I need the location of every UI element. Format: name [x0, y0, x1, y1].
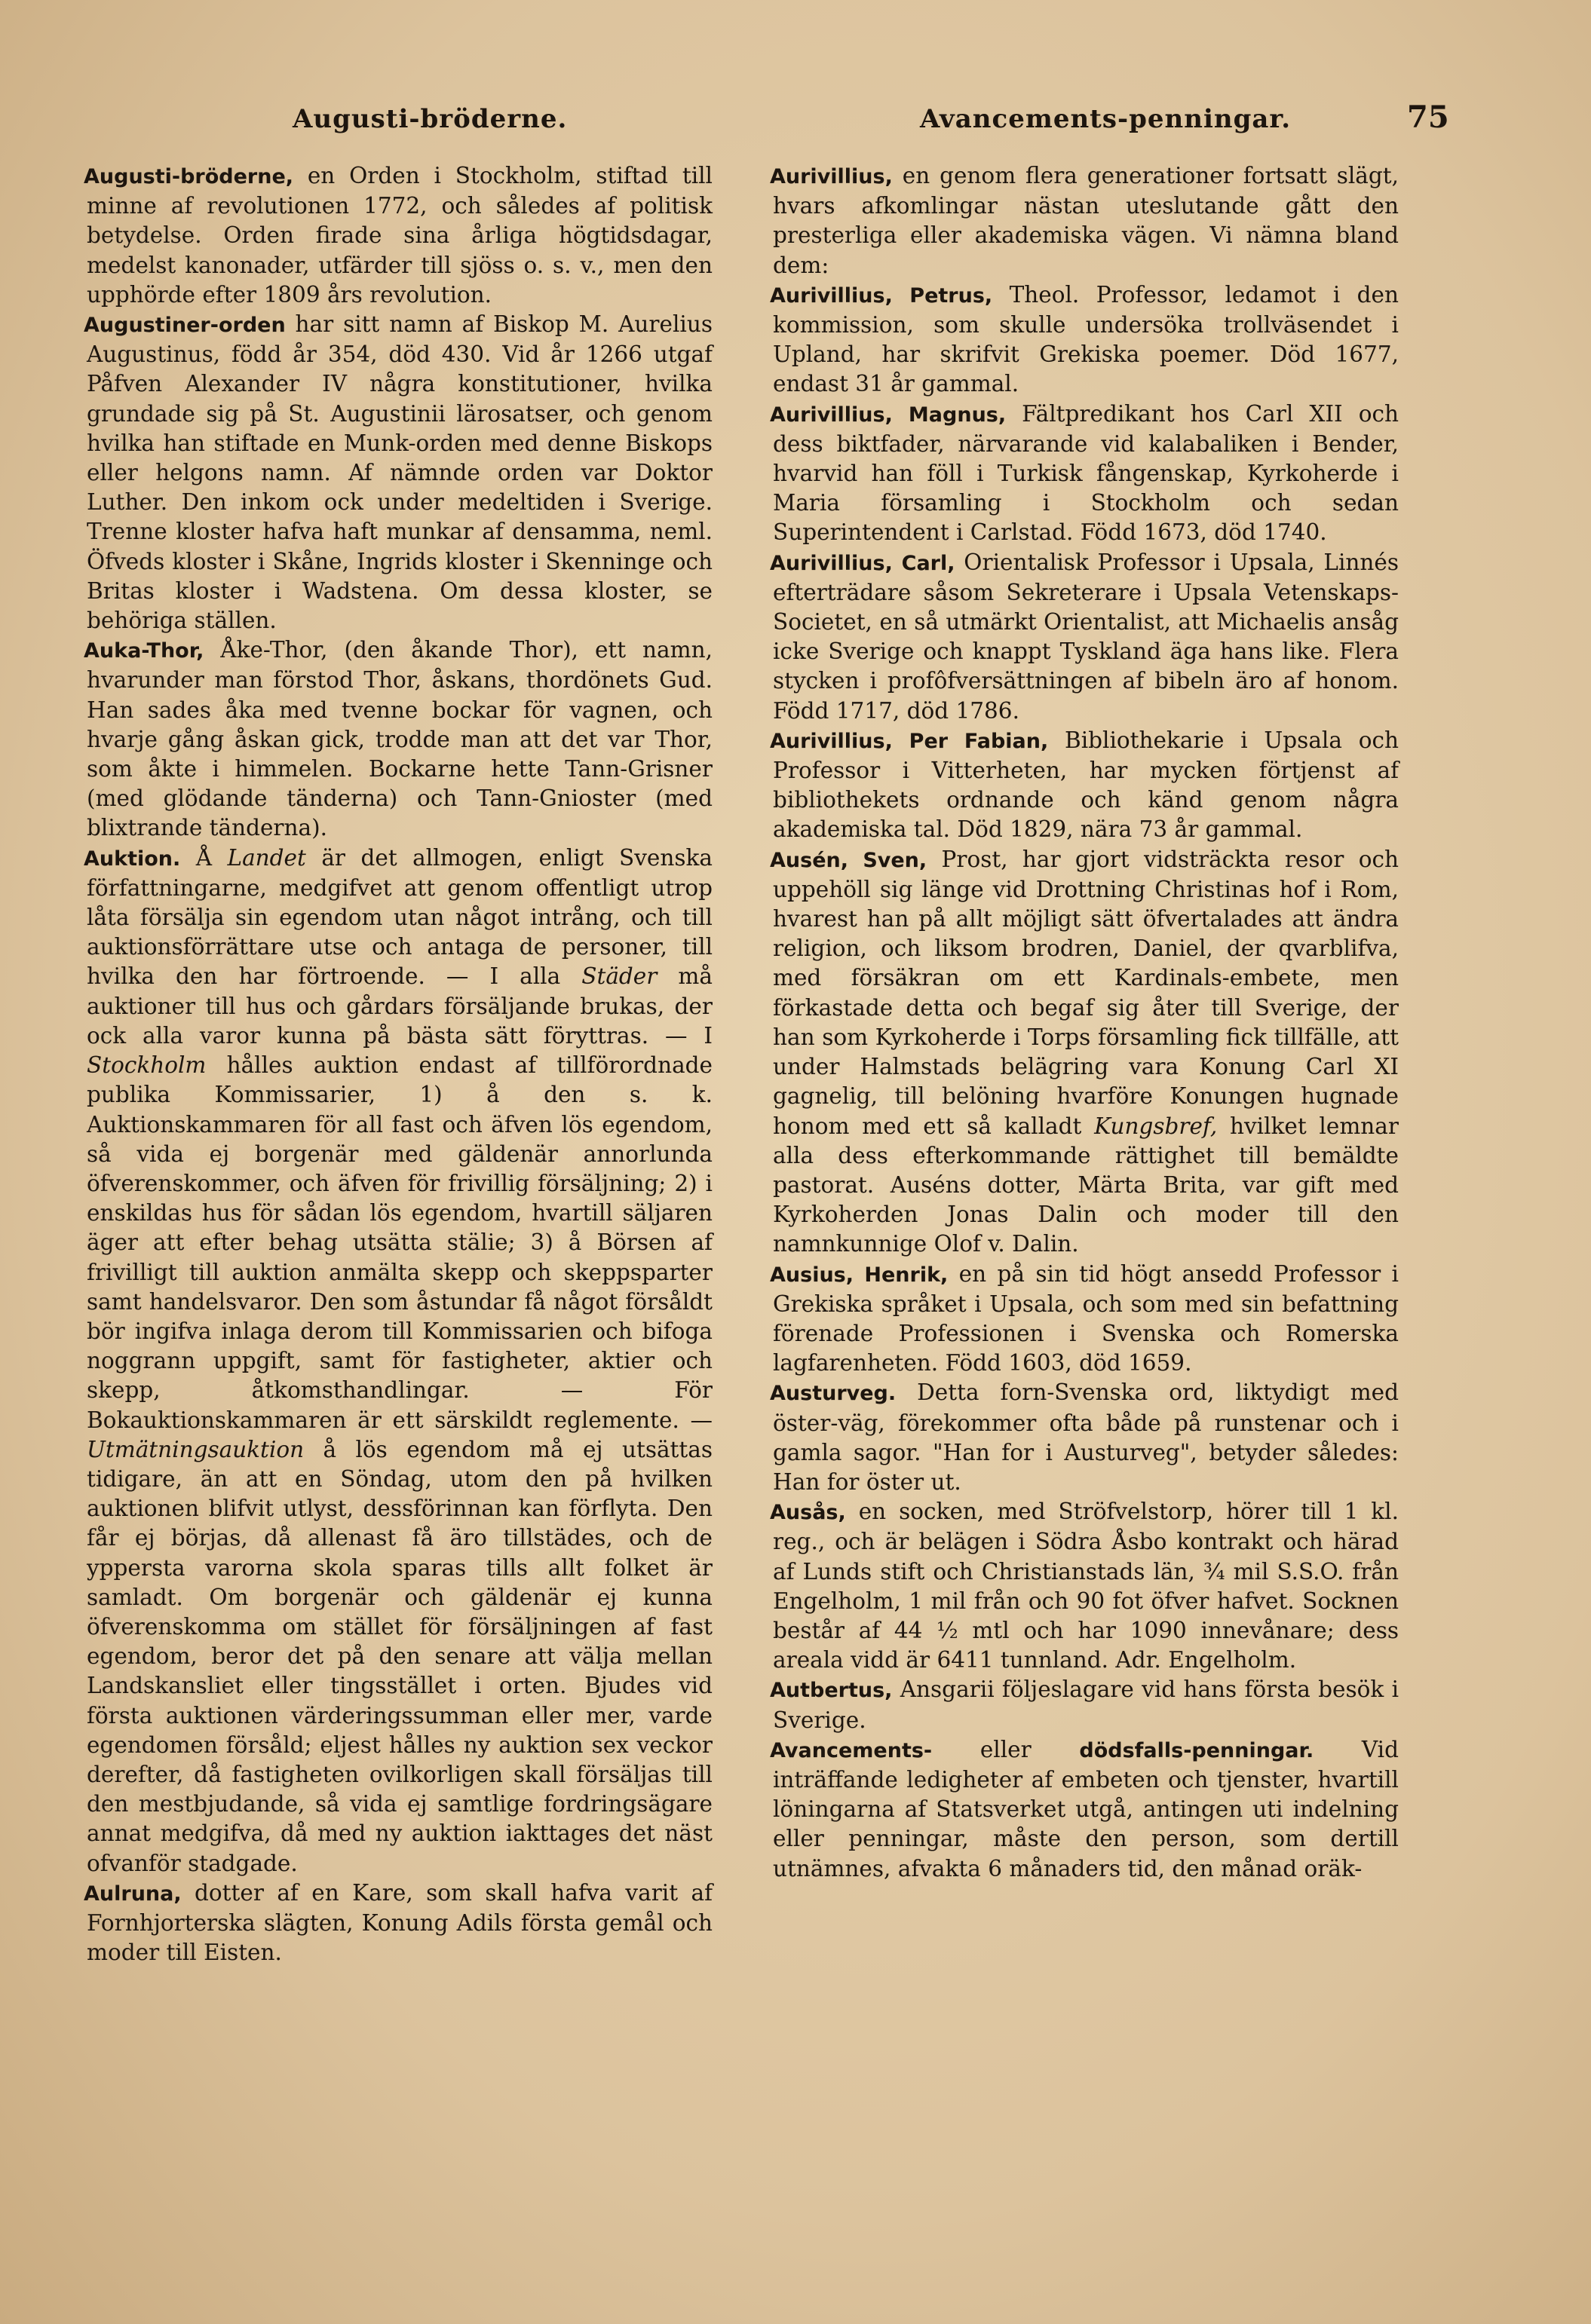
entry-italic: Landet: [227, 844, 306, 871]
entry-text: en genom flera generationer fortsatt slägt, hvars afkomlingar nästan uteslutande gått den presterliga eller akademiska vägen. Vi nämna bland dem:: [773, 163, 1399, 278]
headword: Ausén, Sven,: [770, 848, 927, 872]
entry-ausas: [770, 1497, 1399, 1675]
entry-text: Vid inträffande ledigheter af embeten och tjenster, hvartill löningarna af Statsverket utgå, antingen uti indelning eller penningar, måste den person, som dertill utnämnes, afvakta 6 månaders tid, den månad oräk-: [773, 1736, 1399, 1882]
headword: Austurveg.: [770, 1382, 897, 1406]
entry-ausius-henrik: [770, 1260, 1399, 1379]
entry-text: Prost, har gjort vidsträckta resor och uppehöll sig länge vid Drottning Christinas hof i Rom, hvarest han på allt möjligt sätt öfvertalades att ändra religion, och liksom brodren, Daniel, der qvarblifva, med försäkran om ett Kardinals-embete, men förkastade detta och begaf sig åter till Sverige, der han som Kyrkoherde i Torps församling fick tillfälle, att under Halmstads belägring vara Konung Carl XI gagnelig, till belöning hvarföre Konungen hugnade honom med ett så kalladt: [773, 846, 1399, 1139]
entry-text: å lös egendom må ej utsättas tidigare, än att en Söndag, utom den på hvilken auktionen blifvit utlyst, dessförinnan kan förflyta. Den får ej börjas, då allenast få äro tillstädes, och de yppersta varorna skola sparas tills allt folket är samladt. Om borgenär och gäldenär ej kunna öfverenskomma om stället för försäljningen af fast egendom, beror det på den senare att välja mellan Landskansliet eller tingsstället i orten. Bjudes vid första auktionen värderingssumman eller mer, varde egendomen försåld; eljest hålles ny auktion sex veckor derefter, då fastigheten ovilkorligen skall försäljas till den mestbjudande, så vida ej samtlige fordringsägare annat medgifva, då med ny auktion iakttages det näst ofvanför stadgade.: [87, 1436, 713, 1876]
entry-augusti-broderne: [84, 161, 713, 310]
entry-text: Åke-Thor, (den åkande Thor), ett namn, hvarunder man förstod Thor, åskans, thordönets Gud. Han sades åka med tvenne bockar för vagnen, och hvarje gång åskan gick, trodde man att det var Thor, som åkte i himmelen. Bockarne hette Tann-Grisner (med glödande tänderna) och Tann-Gnioster (med blixtrande tänderna).: [87, 637, 713, 841]
entry-italic: Utmätningsauktion: [87, 1436, 305, 1462]
entry-text: har sitt namn af Biskop M. Aurelius Augustinus, född år 354, död 430. Vid år 1266 utgaf Påfven Alexander IV några konstitutioner, hvilka grundade sig på St. Augustinii lärosatser, och genom hvilka han stiftade en Munk-orden med denne Biskops eller helgons namn. Af nämnde orden var Doktor Luther. Den inkom ock under medeltiden i Sverige. Trenne kloster hafva haft munkar af densamma, neml. Öfveds kloster i Skåne, Ingrids kloster i Skenninge och Britas kloster i Wadstena. Om dessa kloster, se behöriga ställen.: [87, 311, 713, 634]
entry-text: eller: [932, 1736, 1080, 1762]
headword: Aurivillius, Magnus,: [770, 403, 1007, 427]
entry-text: Orientalisk Professor i Upsala, Linnés efterträdare såsom Sekreterare i Upsala Vetenskaps-Societet, en så utmärkt Orientalist, att Michaelis ansåg icke Sverige och knappt Tyskland äga hans like. Flera stycken i profôfversättningen af bibeln äro af honom. Född 1717, död 1786.: [773, 549, 1399, 724]
entry-austurveg: [770, 1378, 1399, 1497]
entry-aurivillius-petrus: [770, 280, 1399, 400]
entry-auktion: [84, 844, 713, 1878]
entry-augustiner-orden: [84, 310, 713, 635]
headword: Auktion.: [84, 847, 181, 871]
entry-aurivillius-per-fabian: [770, 726, 1399, 845]
headword: Aulruna,: [84, 1882, 182, 1906]
entry-text: hålles auktion endast af tillförordnade publika Kommissarier, 1) å den s. k. Auktionskammaren för all fast och äfven lös egendom, så vida ej borgenär med gäldenär annorlunda öfverenskommer, och äfven för frivillig försäljning; 2) i enskildas hus för sådan lös egendom, hvartill säljaren äger att efter behag utsätta stälie; 3) å Börsen af frivilligt till auktion anmälta skepp och skeppsparter samt handelsvaror. Den som åstundar få något försåldt bör ingifva inlaga derom till Kommissarien och bifoga noggrann uppgift, samt för fastigheter, aktier och skepp, åtkomsthandlingar. — För Bokauktionskammaren är ett särskildt reglemente. —: [87, 1052, 713, 1433]
entry-text: en Orden i Stockholm, stiftad till minne af revolutionen 1772, och således af politisk betydelse. Orden firade sina årliga högtidsdagar, medelst kanonader, utfärder till sjöss o. s. v., men den upphörde efter 1809 års revolution.: [87, 163, 713, 308]
entry-text: en socken, med Ströfvelstorp, hörer till 1 kl. reg., och är belägen i Södra Åsbo kontrakt och härad af Lunds stift och Christianstads län, ¾ mil S.S.O. från Engelholm, 1 mil från och 90 fot öfver hafvet. Socknen består af 44 ½ mtl och har 1090 innevånare; dess areala vidd är 6411 tunnland. Adr. Engelholm.: [773, 1499, 1399, 1673]
header-left: Augusti-bröderne.: [293, 104, 568, 134]
entry-autbertus: [770, 1675, 1399, 1735]
headword: Ausås,: [770, 1501, 846, 1525]
entry-auka-thor: [84, 635, 713, 843]
entry-italic: Kungsbref,: [1094, 1113, 1218, 1139]
page-number: 75: [1407, 100, 1449, 135]
entry-ausen-sven: [770, 845, 1399, 1260]
entry-text: Fältpredikant hos Carl XII och dess biktfader, närvarande vid kalabaliken i Bender, hvarvid han föll i Turkisk fångenskap, Kyrkoherde i Maria församling i Stockholm och sedan Superintendent i Carlstad. Född 1673, död 1740.: [773, 400, 1399, 546]
headword: Ausius, Henrik,: [770, 1263, 949, 1287]
entry-aurivillius: [770, 161, 1399, 280]
entry-text: Theol. Professor, ledamot i den kommission, som skulle undersöka trollväsendet i Upland, har skrifvit Grekiska poemer. Död 1677, endast 31 år gammal.: [773, 281, 1399, 397]
entry-text: Å: [180, 844, 228, 871]
headword: Aurivillius, Per Fabian,: [770, 729, 1049, 753]
entry-text: är det allmogen, enligt Svenska författningarne, medgifvet att genom offentligt utrop låta försälja sin egendom utan något intrång, och till auktionsförrättare utse och antaga de personer, till hvilka den har förtroende. — I alla: [87, 844, 713, 990]
headword: Aurivillius, Petrus,: [770, 283, 993, 308]
right-column: [770, 161, 1399, 1884]
left-column: [84, 161, 713, 1967]
entry-text: en på sin tid högt ansedd Professor i Grekiska språket i Upsala, och som med sin befattning förenade Professionen i Svenska och Romerska lagfarenheten. Född 1603, död 1659.: [773, 1260, 1399, 1376]
entry-text: dotter af en Kare, som skall hafva varit af Fornhjorterska slägten, Konung Adils första gemål och moder till Eisten.: [87, 1879, 713, 1966]
headword: Aurivillius,: [770, 165, 893, 188]
running-header: [0, 100, 1591, 149]
headword: Aurivillius, Carl,: [770, 551, 955, 575]
entry-aurivillius-carl: [770, 548, 1399, 726]
headword: Avancements-: [770, 1738, 933, 1762]
header-right: Avancements-penningar.: [920, 104, 1292, 134]
headword: Augusti-bröderne,: [84, 165, 294, 188]
entry-aurivillius-magnus: [770, 400, 1399, 548]
entry-text: Ansgarii följeslagare vid hans första besök i Sverige.: [773, 1676, 1399, 1733]
headword: Augustiner-orden: [84, 314, 286, 338]
headword: Auka-Thor,: [84, 639, 204, 663]
entry-avancements-penningar: [770, 1735, 1399, 1884]
headword: Autbertus,: [770, 1679, 893, 1703]
entry-text: hvilket lemnar alla dess efterkommande rättighet till bemäldte pastorat. Auséns dotter, Märta Brita, var gift med Kyrkoherden Jonas Dalin och moder till den namnkunnige Olof v. Dalin.: [773, 1113, 1399, 1257]
entry-aulruna: [84, 1878, 713, 1968]
entry-text: må auktioner till hus och gårdars försäljande brukas, der ock alla varor kunna på bästa sätt föryttras. — I: [87, 963, 713, 1049]
entry-text: Detta forn-Svenska ord, liktydigt med öster-väg, förekommer ofta både på runstenar och i gamla sagor. "Han for i Austurveg", betyder således: Han for öster ut.: [773, 1379, 1399, 1495]
entry-italic: Städer: [581, 963, 658, 990]
entry-text: Bibliothekarie i Upsala och Professor i Vitterheten, har mycken förtjenst af bibliothekets ordnande och känd genom några akademiska tal. Död 1829, nära 73 år gammal.: [773, 727, 1399, 843]
headword: dödsfalls-penningar.: [1079, 1738, 1314, 1762]
entry-italic: Stockholm: [87, 1052, 207, 1079]
